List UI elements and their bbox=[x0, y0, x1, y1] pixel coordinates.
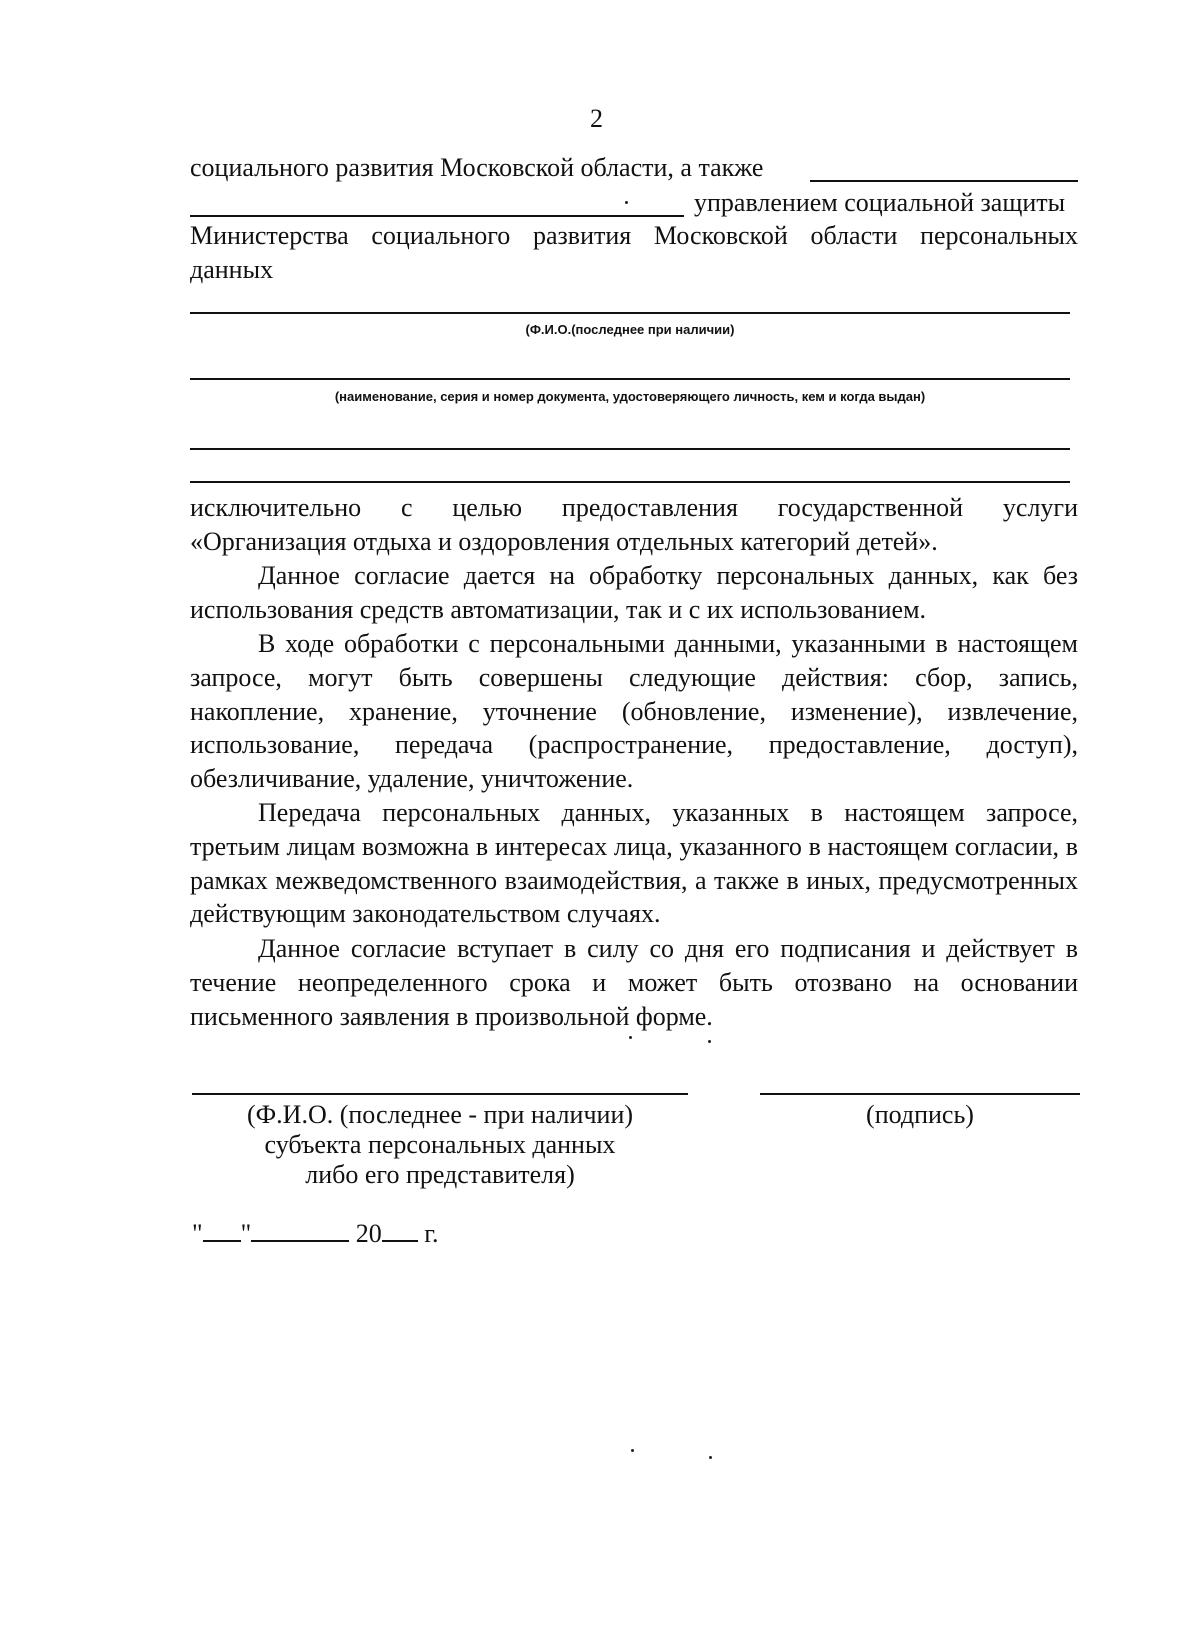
date-month-blank bbox=[251, 1218, 349, 1242]
scan-speck bbox=[708, 1040, 711, 1043]
paragraph-validity: Данное согласие вступает в силу со дня его подписания и действует в течение неопределенного срока и может быть отозвано на основании письменного заявления в произвольной форме. bbox=[190, 934, 1078, 1031]
fio-caption-line-1: (Ф.И.О. (последнее - при наличии) bbox=[246, 1100, 634, 1129]
paragraph-consent-scope: Данное согласие дается на обработку персональных данных, как без использования средств автоматизации, так и с их использованием. bbox=[190, 561, 1078, 624]
paragraph-third-party-transfer: Передача персональных данных, указанных в настоящем запросе, третьим лицам возможна в интересах лица, указанного в настоящем согласии, в рамках межведомственного взаимодействия, а также в иных, предусмотренных действующим законодательством случаях. bbox=[190, 798, 1078, 929]
date-line bbox=[192, 1218, 438, 1249]
date-day-blank bbox=[203, 1218, 241, 1242]
date-year-blank bbox=[382, 1218, 418, 1242]
signature-caption: (подпись) bbox=[866, 1100, 974, 1129]
document-field-line-2 bbox=[190, 448, 1070, 450]
scan-speck bbox=[629, 1036, 632, 1039]
document-field-line bbox=[190, 378, 1070, 380]
page-number: 2 bbox=[590, 104, 603, 133]
date-year-suffix: г. bbox=[424, 1219, 439, 1248]
document-field-line-3 bbox=[190, 481, 1070, 483]
fio-signature-caption bbox=[192, 1100, 688, 1190]
fio-caption-line-2: субъекта персональных данных bbox=[264, 1130, 616, 1159]
date-open-quote: " bbox=[192, 1219, 203, 1248]
scan-speck bbox=[625, 201, 628, 204]
purpose-line-2: «Организация отдыха и оздоровления отдельных категорий детей». bbox=[190, 527, 938, 556]
signature-line bbox=[760, 1093, 1080, 1095]
purpose-line-1: исключительно с целью предоставления государственной услуги bbox=[190, 493, 1078, 522]
paragraph-processing-actions: В ходе обработки с персональными данными, указанными в настоящем запросе, могут быть совершены следующие действия: сбор, запись, накопление, хранение, уточнение (обновление, изменение), извлечение, использование, передача (распространение, предоставление, доступ), обезличивание, удаление, уничтожение. bbox=[190, 629, 1078, 794]
scan-speck bbox=[631, 1449, 634, 1452]
document-caption: (наименование, серия и номер документа, удостоверяющего личность, кем и когда выдан) bbox=[334, 389, 926, 404]
scan-speck bbox=[709, 1456, 712, 1459]
date-close-quote: " bbox=[240, 1219, 252, 1248]
fio-caption-line-3: либо его представителя) bbox=[305, 1160, 575, 1189]
fio-caption: (Ф.И.О.(последнее при наличии) bbox=[525, 322, 735, 337]
fio-signature-line bbox=[192, 1093, 688, 1095]
intro-line-1-text: социального развития Московской области, а также bbox=[190, 153, 764, 182]
intro-line-3: Министерства социального развития Московской области персональных bbox=[190, 221, 1078, 250]
intro-line-1 bbox=[190, 152, 763, 184]
intro-line-4: данных bbox=[190, 255, 274, 284]
blank-line-1 bbox=[810, 180, 1078, 182]
intro-line-2-text: управлением социальной защиты bbox=[694, 188, 1066, 217]
blank-line-2 bbox=[190, 215, 684, 217]
fio-field-line bbox=[190, 312, 1070, 314]
date-year-prefix: 20 bbox=[355, 1219, 382, 1248]
